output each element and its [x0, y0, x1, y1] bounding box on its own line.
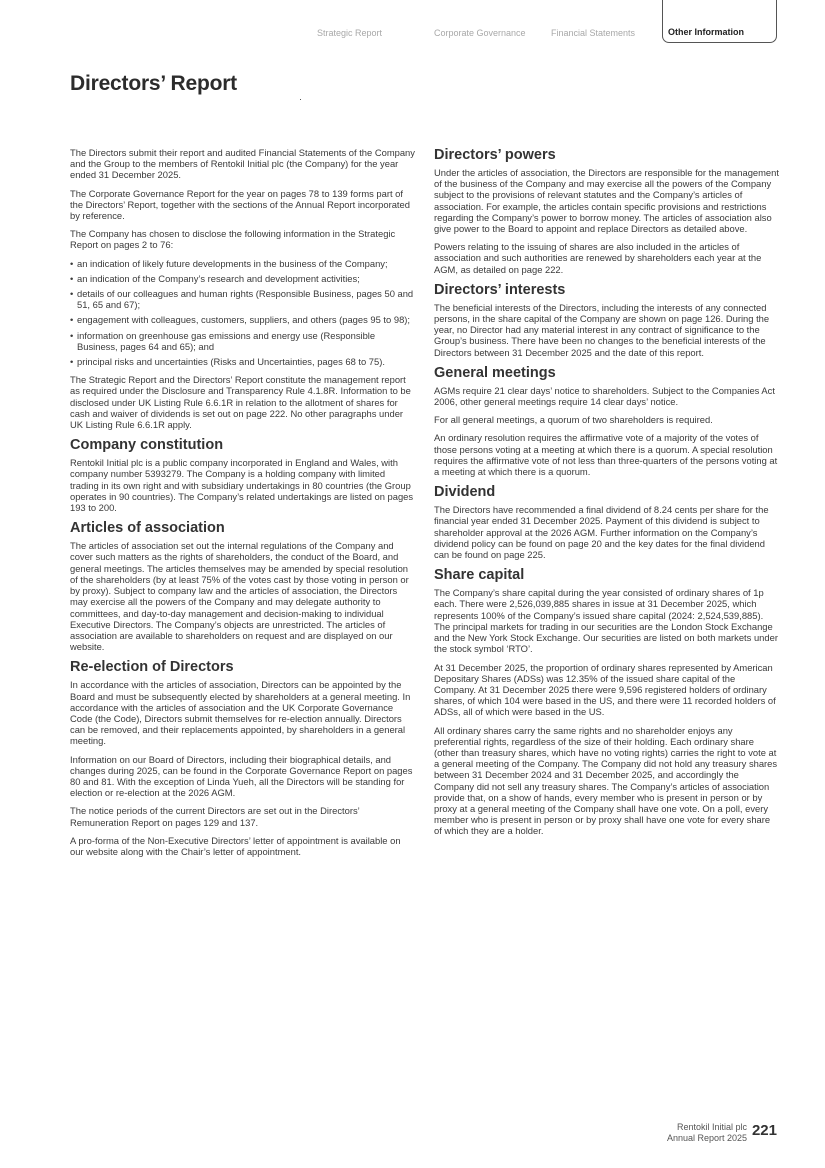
footer-report-name: Annual Report 2025 [666, 1133, 747, 1143]
general-meetings-paragraph-1: AGMs require 21 clear days’ notice to shareholders. Subject to the Companies Act 2006, other general meetings require 14 clear days’ notice. [434, 384, 775, 408]
dividend-heading: Dividend [434, 484, 496, 501]
intro-paragraph-2: The Corporate Governance Report for the year on pages 78 to 139 forms part of the Directors’ Report, together with the sections of the Annual Report incorporated by reference. [70, 187, 410, 222]
footer-company-name: Rentokil Initial plc [676, 1122, 747, 1132]
general-meetings-paragraph-3: An ordinary resolution requires the affirmative vote of a majority of the votes of those persons voting at a meeting at which there is a quorum. A special resolution requires the affirmative vote of not less than three-quarters of the persons voting at a meeting at which there is a quorum. [434, 432, 778, 478]
nav-financial-statements[interactable]: Financial Statements [551, 28, 636, 38]
left-column [70, 147, 415, 864]
directors-interests-heading: Directors’ interests [434, 281, 566, 298]
intro-paragraph-4: The Strategic Report and the Directors’ Report constitute the management report as required under the Disclosure and Transparency Rule 4.1.8R. Information to be disclosed under UK Listing Rule 6.6.1R in relation to the allotment of shares for cash and waiver of dividends is set out on page 222. No other paragraphs under UK Listing Rule 6.6.1R apply. [70, 374, 411, 431]
articles-of-association-text: The articles of association set out the internal regulations of the Company and cover such matters as the rights of shareholders, the conduct of the Board, and general meetings. The articles themselves may be amended by special resolution of the shareholders (by at least 75% of the votes cast by those voting in person or by proxy). Subject to company law and the articles of association, the Directors may exercise all the powers of the Company and may delegate authority to committees, and day-to-day management and decision-making to individual Executive Directors. The Company’s objects are unrestricted. The articles of association are available to shareholders on request and are displayed on our website. [70, 540, 409, 653]
share-capital-paragraph-2: At 31 December 2025, the proportion of ordinary shares represented by American Depositary Shares (ADSs) was 12.35% of the issued share capital of the Company. At 31 December 2025 there were 9,596 registered holders of ordinary shares, of which 104 were based in the US, and there were 11 recorded holders of ADSs, all of which were based in the US. [434, 661, 776, 718]
list-item: • information on greenhouse gas emissions and energy use (Responsible Business, pages 64 and 65); and [70, 330, 415, 352]
re-election-paragraph-2: Information on our Board of Directors, including their biographical details, and changes during 2025, can be found in the Corporate Governance Report on pages 80 and 81. With the exception of Linda Yueh, all the Directors will be standing for election or re-election at the 2026 AGM. [70, 753, 413, 799]
list-item: • principal risks and uncertainties (Risks and Uncertainties, pages 68 to 75). [70, 356, 415, 367]
directors-powers-heading: Directors’ powers [434, 147, 556, 163]
stray-mark [300, 99, 301, 100]
nav-other-information-label: Other Information [668, 27, 744, 37]
nav-corporate-governance[interactable]: Corporate Governance [434, 28, 526, 38]
page-title: Directors’ Report [70, 72, 237, 95]
footer-publication [667, 1122, 747, 1144]
section-navigation [0, 0, 825, 46]
intro-paragraph-3: The Company has chosen to disclose the following information in the Strategic Report on pages 2 to 76: [70, 228, 396, 251]
general-meetings-paragraph-2: For all general meetings, a quorum of two shareholders is required. [434, 414, 713, 426]
right-column [434, 147, 779, 844]
share-capital-heading: Share capital [434, 567, 525, 584]
articles-of-association-heading: Articles of association [70, 520, 225, 537]
company-constitution-text: Rentokil Initial plc is a public company incorporated in England and Wales, with company number 5393279. The Company is a holding company with limited trading in its own right and with subsidiary undertakings in 80 countries (the Group operates in 90 countries). The Company’s related undertakings are listed on pages 193 to 200. [70, 457, 414, 514]
general-meetings-heading: General meetings [434, 364, 556, 381]
directors-interests-paragraph: The beneficial interests of the Directors, including the interests of any connected persons, in the share capital of the Company are shown on page 126. During the year, no Director had any material interest in any contract of significance to the Group’s business. There have been no changes to the beneficial interests of the Directors between 31 December 2025 and the date of this report. [434, 301, 770, 358]
nav-strategic-report[interactable]: Strategic Report [317, 28, 383, 38]
page-number: 221 [751, 1122, 777, 1139]
directors-powers-paragraph-1: Under the articles of association, the Directors are responsible for the management of the business of the Company and may exercise all the powers of the Company subject to the provisions of relevant statutes and the Company’s articles of association. For example, the articles contain specific provisions and restrictions regarding the Company’s power to borrow money. The articles of association also give power to the Board to appoint and replace Directors as detailed above. [434, 167, 779, 235]
share-capital-paragraph-1: The Company’s share capital during the year consisted of ordinary shares of 1p each. There were 2,526,039,885 shares in issue at 31 December 2025, which represents 100% of the Company’s issued share capital (2024: 2,524,539,885). The principal markets for trading in our securities are the London Stock Exchange and the New York Stock Exchange. Our securities are listed on both markets under the stock symbol ‘RTO’. [434, 587, 778, 655]
list-item: • an indication of the Company’s research and development activities; [70, 273, 415, 284]
share-capital-paragraph-3: All ordinary shares carry the same rights and no shareholder enjoys any preferential rights, regardless of the size of their holding. Each ordinary share (other than treasury shares, which have no voting rights) carries the right to vote at a general meeting of the Company. The Company did not hold any treasury shares between 31 December 2024 and 31 December 2025, and accordingly the Company did not sell any treasury shares. The Company’s articles of association provide that, on a show of hands, every member who is present in person or by proxy at a general meeting of the Company shall have one vote. On a poll, every member who is present in person or by proxy shall have one vote for every share of which they are a holder. [434, 724, 778, 837]
dividend-paragraph: The Directors have recommended a final dividend of 8.24 cents per share for the financial year ended 31 December 2025. Payment of this dividend is subject to shareholder approval at the 2026 AGM. Further information on the Company’s dividend policy can be found on page 20 and the key dates for the final dividend can be found on page 225. [434, 504, 769, 561]
re-election-paragraph-3: The notice periods of the current Directors are set out in the Directors’ Remuneration Report on pages 129 and 137. [70, 805, 360, 828]
list-item: • an indication of likely future developments in the business of the Company; [70, 258, 415, 269]
list-item: • details of our colleagues and human rights (Responsible Business, pages 50 and 51, 65 and 67); [70, 288, 415, 310]
intro-paragraph-1: The Directors submit their report and audited Financial Statements of the Company and the Group to the members of Rentokil Initial plc (the Company) for the year ended 31 December 2025. [70, 147, 415, 181]
company-constitution-heading: Company constitution [70, 437, 224, 454]
re-election-paragraph-1: In accordance with the articles of association, Directors can be appointed by the Board and must be subsequently elected by shareholders at a general meeting. In accordance with the articles of association and the UK Corporate Governance Code (the Code), Directors submit themselves for re-election annually. Directors can be removed, and their replacements appointed, by shareholders in a general meeting. [70, 679, 411, 747]
strategic-report-disclosure-list [70, 258, 415, 368]
re-election-heading: Re-election of Directors [70, 659, 234, 676]
re-election-paragraph-4: A pro-forma of the Non-Executive Directors’ letter of appointment is available on our website along with the Chair’s letter of appointment. [70, 834, 401, 857]
directors-powers-paragraph-2: Powers relating to the issuing of shares are also included in the articles of association and such authorities are renewed by shareholders each year at the AGM, as detailed on page 222. [434, 241, 762, 275]
nav-other-information-tab[interactable] [662, 0, 777, 43]
list-item: • engagement with colleagues, customers, suppliers, and others (pages 95 to 98); [70, 314, 415, 325]
